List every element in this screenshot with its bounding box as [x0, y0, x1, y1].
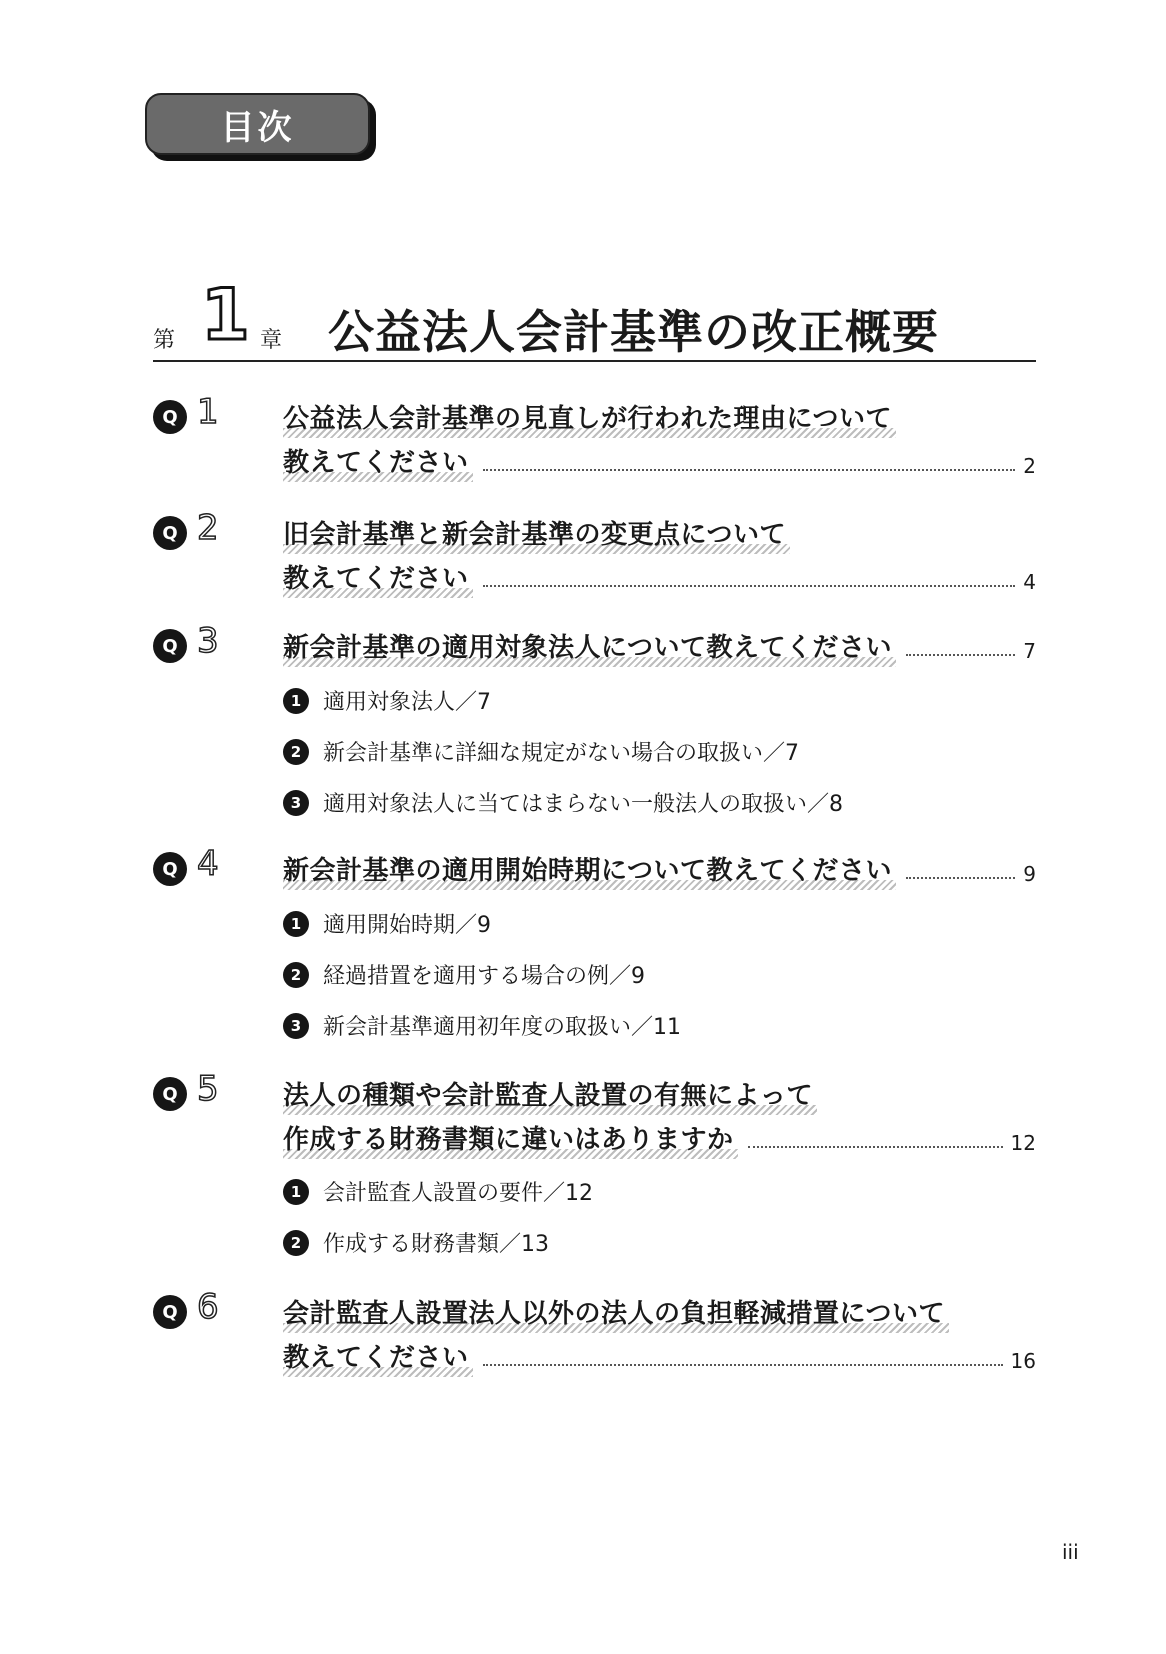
q-badge-icon: Q — [153, 1077, 187, 1111]
page-number: 16 — [1010, 1349, 1036, 1373]
dot-leader — [483, 1364, 1003, 1366]
question-line-1 — [283, 398, 1036, 438]
chapter-title: 公益法人会計基準の改正概要 — [328, 305, 939, 359]
page-number: 9 — [1023, 862, 1036, 886]
dot-leader — [483, 469, 1016, 471]
chapter-prefix: 第 — [153, 328, 176, 353]
subitem-text: 経過措置を適用する場合の例／9 — [323, 964, 645, 989]
subitem-text: 作成する財務書類／13 — [323, 1232, 549, 1257]
question-number: 6 — [197, 1287, 219, 1327]
subitem-number-icon: 2 — [283, 962, 309, 988]
subitem[interactable] — [283, 1227, 549, 1258]
dot-leader — [906, 654, 1015, 656]
page-number: 4 — [1023, 570, 1036, 594]
q-badge-icon: Q — [153, 852, 187, 886]
question-line-1 — [283, 514, 1036, 554]
question-text: 新会計基準の適用開始時期について教えてください — [283, 850, 896, 890]
subitem-number-icon: 2 — [283, 739, 309, 765]
question-text: 新会計基準の適用対象法人について教えてください — [283, 627, 896, 667]
question-line-1 — [283, 850, 1036, 890]
subitem-text: 適用開始時期／9 — [323, 913, 491, 938]
q-badge-icon: Q — [153, 400, 187, 434]
question-number: 5 — [197, 1069, 219, 1109]
subitem[interactable] — [283, 959, 645, 990]
subitem-number-icon: 3 — [283, 790, 309, 816]
subitem[interactable] — [283, 1176, 593, 1207]
subitem-text: 適用対象法人／7 — [323, 690, 491, 715]
subitem-text: 新会計基準適用初年度の取扱い／11 — [323, 1015, 681, 1040]
subitem-text: 適用対象法人に当てはまらない一般法人の取扱い／8 — [323, 792, 843, 817]
page-folio: iii — [1062, 1540, 1079, 1564]
question-text: 旧会計基準と新会計基準の変更点について — [283, 514, 790, 554]
subitem-number-icon: 1 — [283, 1179, 309, 1205]
dot-leader — [483, 585, 1016, 587]
question-line-1 — [283, 1075, 1036, 1115]
subitem[interactable] — [283, 908, 491, 939]
question-text: 教えてください — [283, 558, 473, 598]
page-number: 12 — [1010, 1131, 1036, 1155]
chapter-heading — [153, 274, 1036, 362]
q-badge-icon: Q — [153, 629, 187, 663]
question-text: 法人の種類や会計監査人設置の有無によって — [283, 1075, 817, 1115]
subitem[interactable] — [283, 787, 843, 818]
question-line-2 — [283, 1119, 1036, 1159]
question-number: 4 — [197, 844, 219, 884]
toc-header-tab — [145, 93, 370, 155]
dot-leader — [906, 877, 1015, 879]
question-line-2 — [283, 442, 1036, 482]
question-text: 作成する財務書類に違いはありますか — [283, 1119, 738, 1159]
toc-title: 目次 — [145, 93, 370, 155]
question-line-2 — [283, 1337, 1036, 1377]
question-line-2 — [283, 558, 1036, 598]
question-number: 2 — [197, 508, 219, 548]
question-line-1 — [283, 627, 1036, 667]
chapter-suffix: 章 — [260, 328, 283, 353]
question-text: 公益法人会計基準の見直しが行われた理由について — [283, 398, 896, 438]
q-badge-icon: Q — [153, 1295, 187, 1329]
subitem[interactable] — [283, 736, 799, 767]
subitem-text: 会計監査人設置の要件／12 — [323, 1181, 593, 1206]
question-number: 3 — [197, 621, 219, 661]
question-text: 教えてください — [283, 1337, 473, 1377]
subitem-number-icon: 1 — [283, 688, 309, 714]
subitem[interactable] — [283, 685, 491, 716]
subitem-number-icon: 2 — [283, 1230, 309, 1256]
subitem[interactable] — [283, 1010, 681, 1041]
page-number: 2 — [1023, 454, 1036, 478]
chapter-number: 1 — [201, 274, 250, 356]
subitem-number-icon: 3 — [283, 1013, 309, 1039]
subitem-text: 新会計基準に詳細な規定がない場合の取扱い／7 — [323, 741, 799, 766]
dot-leader — [748, 1146, 1003, 1148]
question-line-1 — [283, 1293, 1036, 1333]
subitem-number-icon: 1 — [283, 911, 309, 937]
page-number: 7 — [1023, 639, 1036, 663]
question-text: 会計監査人設置法人以外の法人の負担軽減措置について — [283, 1293, 949, 1333]
q-badge-icon: Q — [153, 516, 187, 550]
question-number: 1 — [197, 392, 219, 432]
question-text: 教えてください — [283, 442, 473, 482]
